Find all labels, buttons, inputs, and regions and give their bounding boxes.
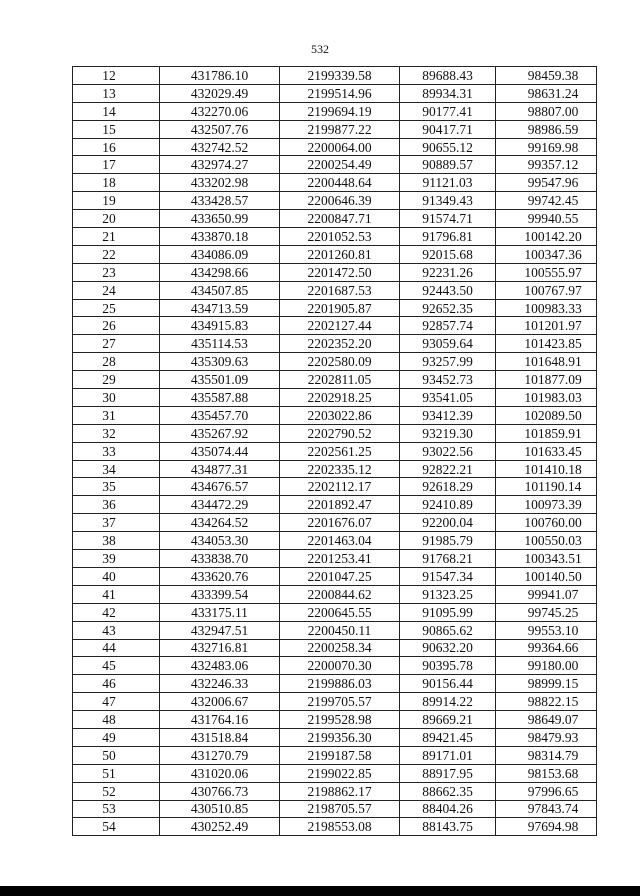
value-cell-3: 92410.89 bbox=[400, 496, 496, 514]
row-number-cell: 52 bbox=[73, 782, 160, 800]
value-cell-3: 90865.62 bbox=[400, 621, 496, 639]
table-row bbox=[73, 603, 597, 621]
value-cell-3: 89934.31 bbox=[400, 84, 496, 102]
table-row bbox=[73, 782, 597, 800]
value-cell-3: 89421.45 bbox=[400, 728, 496, 746]
row-number-cell: 44 bbox=[73, 639, 160, 657]
value-cell-3: 91121.03 bbox=[400, 174, 496, 192]
value-cell-3: 89669.21 bbox=[400, 711, 496, 729]
value-cell-1: 435074.44 bbox=[160, 442, 280, 460]
value-cell-2: 2201047.25 bbox=[280, 567, 400, 585]
value-cell-1: 434507.85 bbox=[160, 281, 280, 299]
row-number-cell: 35 bbox=[73, 478, 160, 496]
row-number-cell: 25 bbox=[73, 299, 160, 317]
value-cell-3: 91796.81 bbox=[400, 228, 496, 246]
row-number-cell: 32 bbox=[73, 424, 160, 442]
value-cell-2: 2200844.62 bbox=[280, 585, 400, 603]
value-cell-4: 100550.03 bbox=[496, 532, 597, 550]
value-cell-4: 99941.07 bbox=[496, 585, 597, 603]
value-cell-2: 2199528.98 bbox=[280, 711, 400, 729]
table-row bbox=[73, 800, 597, 818]
value-cell-1: 432974.27 bbox=[160, 156, 280, 174]
value-cell-4: 98479.93 bbox=[496, 728, 597, 746]
row-number-cell: 19 bbox=[73, 192, 160, 210]
value-cell-2: 2199886.03 bbox=[280, 675, 400, 693]
value-cell-1: 435267.92 bbox=[160, 424, 280, 442]
value-cell-2: 2201905.87 bbox=[280, 299, 400, 317]
row-number-cell: 14 bbox=[73, 102, 160, 120]
table-row bbox=[73, 299, 597, 317]
value-cell-4: 97843.74 bbox=[496, 800, 597, 818]
value-cell-2: 2199705.57 bbox=[280, 693, 400, 711]
row-number-cell: 29 bbox=[73, 371, 160, 389]
row-number-cell: 12 bbox=[73, 67, 160, 85]
table-row bbox=[73, 174, 597, 192]
value-cell-4: 98822.15 bbox=[496, 693, 597, 711]
value-cell-3: 93219.30 bbox=[400, 424, 496, 442]
row-number-cell: 50 bbox=[73, 746, 160, 764]
table-row bbox=[73, 639, 597, 657]
table-row bbox=[73, 532, 597, 550]
value-cell-2: 2200450.11 bbox=[280, 621, 400, 639]
value-cell-1: 434086.09 bbox=[160, 245, 280, 263]
value-cell-4: 100760.00 bbox=[496, 514, 597, 532]
coordinates-table bbox=[72, 66, 597, 836]
value-cell-1: 432006.67 bbox=[160, 693, 280, 711]
value-cell-1: 432716.81 bbox=[160, 639, 280, 657]
value-cell-2: 2202918.25 bbox=[280, 389, 400, 407]
value-cell-1: 435501.09 bbox=[160, 371, 280, 389]
row-number-cell: 13 bbox=[73, 84, 160, 102]
value-cell-1: 430766.73 bbox=[160, 782, 280, 800]
table-row bbox=[73, 192, 597, 210]
value-cell-4: 101859.91 bbox=[496, 424, 597, 442]
table-row bbox=[73, 138, 597, 156]
table-body bbox=[73, 67, 597, 836]
value-cell-3: 90156.44 bbox=[400, 675, 496, 693]
value-cell-4: 101423.85 bbox=[496, 335, 597, 353]
value-cell-3: 88917.95 bbox=[400, 764, 496, 782]
row-number-cell: 41 bbox=[73, 585, 160, 603]
value-cell-4: 98631.24 bbox=[496, 84, 597, 102]
value-cell-1: 434472.29 bbox=[160, 496, 280, 514]
row-number-cell: 51 bbox=[73, 764, 160, 782]
value-cell-1: 430510.85 bbox=[160, 800, 280, 818]
row-number-cell: 24 bbox=[73, 281, 160, 299]
value-cell-3: 91095.99 bbox=[400, 603, 496, 621]
value-cell-1: 432507.76 bbox=[160, 120, 280, 138]
value-cell-4: 99742.45 bbox=[496, 192, 597, 210]
value-cell-4: 101877.09 bbox=[496, 371, 597, 389]
table-row bbox=[73, 120, 597, 138]
value-cell-3: 91985.79 bbox=[400, 532, 496, 550]
value-cell-3: 90655.12 bbox=[400, 138, 496, 156]
value-cell-1: 434298.66 bbox=[160, 263, 280, 281]
table-row bbox=[73, 764, 597, 782]
value-cell-1: 432029.49 bbox=[160, 84, 280, 102]
value-cell-2: 2202127.44 bbox=[280, 317, 400, 335]
row-number-cell: 40 bbox=[73, 567, 160, 585]
row-number-cell: 48 bbox=[73, 711, 160, 729]
value-cell-1: 435114.53 bbox=[160, 335, 280, 353]
value-cell-2: 2201676.07 bbox=[280, 514, 400, 532]
value-cell-1: 431518.84 bbox=[160, 728, 280, 746]
value-cell-3: 92231.26 bbox=[400, 263, 496, 281]
value-cell-4: 99364.66 bbox=[496, 639, 597, 657]
value-cell-3: 88143.75 bbox=[400, 818, 496, 836]
value-cell-4: 100347.36 bbox=[496, 245, 597, 263]
table-row bbox=[73, 585, 597, 603]
value-cell-2: 2202561.25 bbox=[280, 442, 400, 460]
value-cell-1: 435309.63 bbox=[160, 353, 280, 371]
value-cell-4: 101633.45 bbox=[496, 442, 597, 460]
row-number-cell: 30 bbox=[73, 389, 160, 407]
value-cell-2: 2202790.52 bbox=[280, 424, 400, 442]
value-cell-2: 2198862.17 bbox=[280, 782, 400, 800]
value-cell-4: 101983.03 bbox=[496, 389, 597, 407]
row-number-cell: 46 bbox=[73, 675, 160, 693]
value-cell-4: 100983.33 bbox=[496, 299, 597, 317]
value-cell-4: 102089.50 bbox=[496, 406, 597, 424]
table-row bbox=[73, 514, 597, 532]
row-number-cell: 26 bbox=[73, 317, 160, 335]
value-cell-4: 100555.97 bbox=[496, 263, 597, 281]
table-row bbox=[73, 442, 597, 460]
value-cell-1: 433838.70 bbox=[160, 550, 280, 568]
table-row bbox=[73, 693, 597, 711]
value-cell-1: 434713.59 bbox=[160, 299, 280, 317]
value-cell-4: 100767.97 bbox=[496, 281, 597, 299]
row-number-cell: 21 bbox=[73, 228, 160, 246]
value-cell-3: 92443.50 bbox=[400, 281, 496, 299]
value-cell-2: 2202352.20 bbox=[280, 335, 400, 353]
value-cell-4: 99169.98 bbox=[496, 138, 597, 156]
row-number-cell: 43 bbox=[73, 621, 160, 639]
row-number-cell: 42 bbox=[73, 603, 160, 621]
table-row bbox=[73, 156, 597, 174]
value-cell-4: 100973.39 bbox=[496, 496, 597, 514]
value-cell-4: 98986.59 bbox=[496, 120, 597, 138]
value-cell-1: 432947.51 bbox=[160, 621, 280, 639]
value-cell-4: 101648.91 bbox=[496, 353, 597, 371]
value-cell-4: 97996.65 bbox=[496, 782, 597, 800]
value-cell-4: 98807.00 bbox=[496, 102, 597, 120]
value-cell-2: 2199514.96 bbox=[280, 84, 400, 102]
value-cell-2: 2199022.85 bbox=[280, 764, 400, 782]
table-row bbox=[73, 245, 597, 263]
value-cell-1: 434053.30 bbox=[160, 532, 280, 550]
value-cell-3: 91574.71 bbox=[400, 210, 496, 228]
value-cell-3: 93452.73 bbox=[400, 371, 496, 389]
table-row bbox=[73, 818, 597, 836]
value-cell-3: 92652.35 bbox=[400, 299, 496, 317]
table-row bbox=[73, 728, 597, 746]
table-row bbox=[73, 67, 597, 85]
table-row bbox=[73, 496, 597, 514]
value-cell-1: 432270.06 bbox=[160, 102, 280, 120]
value-cell-1: 431786.10 bbox=[160, 67, 280, 85]
value-cell-1: 434877.31 bbox=[160, 460, 280, 478]
value-cell-1: 434915.83 bbox=[160, 317, 280, 335]
row-number-cell: 23 bbox=[73, 263, 160, 281]
value-cell-1: 430252.49 bbox=[160, 818, 280, 836]
value-cell-3: 92857.74 bbox=[400, 317, 496, 335]
value-cell-4: 99547.96 bbox=[496, 174, 597, 192]
value-cell-2: 2200258.34 bbox=[280, 639, 400, 657]
value-cell-3: 93257.99 bbox=[400, 353, 496, 371]
value-cell-3: 92200.04 bbox=[400, 514, 496, 532]
row-number-cell: 18 bbox=[73, 174, 160, 192]
value-cell-4: 100343.51 bbox=[496, 550, 597, 568]
value-cell-2: 2200064.00 bbox=[280, 138, 400, 156]
row-number-cell: 15 bbox=[73, 120, 160, 138]
table-row bbox=[73, 317, 597, 335]
value-cell-2: 2199339.58 bbox=[280, 67, 400, 85]
row-number-cell: 20 bbox=[73, 210, 160, 228]
table-row bbox=[73, 102, 597, 120]
value-cell-3: 93059.64 bbox=[400, 335, 496, 353]
value-cell-3: 91349.43 bbox=[400, 192, 496, 210]
value-cell-2: 2199187.58 bbox=[280, 746, 400, 764]
value-cell-2: 2201472.50 bbox=[280, 263, 400, 281]
value-cell-3: 93022.56 bbox=[400, 442, 496, 460]
row-number-cell: 33 bbox=[73, 442, 160, 460]
value-cell-2: 2202335.12 bbox=[280, 460, 400, 478]
row-number-cell: 47 bbox=[73, 693, 160, 711]
value-cell-2: 2202811.05 bbox=[280, 371, 400, 389]
value-cell-4: 100140.50 bbox=[496, 567, 597, 585]
row-number-cell: 16 bbox=[73, 138, 160, 156]
value-cell-4: 97694.98 bbox=[496, 818, 597, 836]
value-cell-2: 2200646.39 bbox=[280, 192, 400, 210]
value-cell-2: 2201260.81 bbox=[280, 245, 400, 263]
value-cell-3: 88404.26 bbox=[400, 800, 496, 818]
table-row bbox=[73, 389, 597, 407]
value-cell-1: 433870.18 bbox=[160, 228, 280, 246]
table-row bbox=[73, 550, 597, 568]
value-cell-2: 2200448.64 bbox=[280, 174, 400, 192]
row-number-cell: 38 bbox=[73, 532, 160, 550]
value-cell-4: 98459.38 bbox=[496, 67, 597, 85]
value-cell-4: 100142.20 bbox=[496, 228, 597, 246]
table-row bbox=[73, 746, 597, 764]
value-cell-3: 89688.43 bbox=[400, 67, 496, 85]
table-row bbox=[73, 621, 597, 639]
table-row bbox=[73, 478, 597, 496]
value-cell-3: 93541.05 bbox=[400, 389, 496, 407]
row-number-cell: 54 bbox=[73, 818, 160, 836]
value-cell-2: 2202112.17 bbox=[280, 478, 400, 496]
value-cell-1: 432246.33 bbox=[160, 675, 280, 693]
value-cell-3: 89171.01 bbox=[400, 746, 496, 764]
value-cell-4: 101410.18 bbox=[496, 460, 597, 478]
row-number-cell: 53 bbox=[73, 800, 160, 818]
value-cell-3: 90889.57 bbox=[400, 156, 496, 174]
table-row bbox=[73, 228, 597, 246]
table-row bbox=[73, 424, 597, 442]
row-number-cell: 37 bbox=[73, 514, 160, 532]
value-cell-1: 433428.57 bbox=[160, 192, 280, 210]
value-cell-3: 90632.20 bbox=[400, 639, 496, 657]
value-cell-4: 98649.07 bbox=[496, 711, 597, 729]
row-number-cell: 27 bbox=[73, 335, 160, 353]
table-row bbox=[73, 371, 597, 389]
table-row bbox=[73, 460, 597, 478]
value-cell-4: 98314.79 bbox=[496, 746, 597, 764]
value-cell-3: 91547.34 bbox=[400, 567, 496, 585]
row-number-cell: 45 bbox=[73, 657, 160, 675]
value-cell-2: 2201052.53 bbox=[280, 228, 400, 246]
value-cell-2: 2199877.22 bbox=[280, 120, 400, 138]
value-cell-3: 90395.78 bbox=[400, 657, 496, 675]
row-number-cell: 28 bbox=[73, 353, 160, 371]
value-cell-4: 101201.97 bbox=[496, 317, 597, 335]
value-cell-4: 99553.10 bbox=[496, 621, 597, 639]
value-cell-1: 431270.79 bbox=[160, 746, 280, 764]
value-cell-2: 2201892.47 bbox=[280, 496, 400, 514]
value-cell-2: 2200254.49 bbox=[280, 156, 400, 174]
value-cell-3: 92015.68 bbox=[400, 245, 496, 263]
table-row bbox=[73, 210, 597, 228]
table-row bbox=[73, 711, 597, 729]
table-row bbox=[73, 281, 597, 299]
value-cell-1: 432742.52 bbox=[160, 138, 280, 156]
value-cell-2: 2199356.30 bbox=[280, 728, 400, 746]
value-cell-3: 90177.41 bbox=[400, 102, 496, 120]
value-cell-1: 435457.70 bbox=[160, 406, 280, 424]
value-cell-1: 433650.99 bbox=[160, 210, 280, 228]
value-cell-1: 433399.54 bbox=[160, 585, 280, 603]
value-cell-3: 92618.29 bbox=[400, 478, 496, 496]
value-cell-2: 2198705.57 bbox=[280, 800, 400, 818]
table-row bbox=[73, 567, 597, 585]
table-row bbox=[73, 406, 597, 424]
value-cell-4: 99180.00 bbox=[496, 657, 597, 675]
value-cell-1: 433202.98 bbox=[160, 174, 280, 192]
value-cell-3: 89914.22 bbox=[400, 693, 496, 711]
row-number-cell: 49 bbox=[73, 728, 160, 746]
table-row bbox=[73, 353, 597, 371]
value-cell-1: 433620.76 bbox=[160, 567, 280, 585]
value-cell-3: 91323.25 bbox=[400, 585, 496, 603]
value-cell-1: 431764.16 bbox=[160, 711, 280, 729]
value-cell-1: 434676.57 bbox=[160, 478, 280, 496]
value-cell-2: 2203022.86 bbox=[280, 406, 400, 424]
value-cell-1: 431020.06 bbox=[160, 764, 280, 782]
value-cell-1: 433175.11 bbox=[160, 603, 280, 621]
value-cell-4: 98153.68 bbox=[496, 764, 597, 782]
table-row bbox=[73, 263, 597, 281]
value-cell-3: 93412.39 bbox=[400, 406, 496, 424]
value-cell-2: 2200070.30 bbox=[280, 657, 400, 675]
row-number-cell: 22 bbox=[73, 245, 160, 263]
value-cell-2: 2202580.09 bbox=[280, 353, 400, 371]
value-cell-2: 2201687.53 bbox=[280, 281, 400, 299]
value-cell-1: 434264.52 bbox=[160, 514, 280, 532]
value-cell-4: 99745.25 bbox=[496, 603, 597, 621]
row-number-cell: 34 bbox=[73, 460, 160, 478]
value-cell-4: 99357.12 bbox=[496, 156, 597, 174]
value-cell-2: 2200847.71 bbox=[280, 210, 400, 228]
value-cell-2: 2198553.08 bbox=[280, 818, 400, 836]
value-cell-2: 2200645.55 bbox=[280, 603, 400, 621]
value-cell-1: 435587.88 bbox=[160, 389, 280, 407]
table-row bbox=[73, 657, 597, 675]
value-cell-3: 88662.35 bbox=[400, 782, 496, 800]
value-cell-2: 2201253.41 bbox=[280, 550, 400, 568]
row-number-cell: 36 bbox=[73, 496, 160, 514]
row-number-cell: 39 bbox=[73, 550, 160, 568]
value-cell-2: 2199694.19 bbox=[280, 102, 400, 120]
value-cell-2: 2201463.04 bbox=[280, 532, 400, 550]
value-cell-4: 101190.14 bbox=[496, 478, 597, 496]
value-cell-3: 91768.21 bbox=[400, 550, 496, 568]
value-cell-4: 98999.15 bbox=[496, 675, 597, 693]
value-cell-4: 99940.55 bbox=[496, 210, 597, 228]
value-cell-3: 92822.21 bbox=[400, 460, 496, 478]
value-cell-1: 432483.06 bbox=[160, 657, 280, 675]
table-row bbox=[73, 335, 597, 353]
value-cell-3: 90417.71 bbox=[400, 120, 496, 138]
row-number-cell: 17 bbox=[73, 156, 160, 174]
row-number-cell: 31 bbox=[73, 406, 160, 424]
page-number: 532 bbox=[311, 42, 329, 56]
table-row bbox=[73, 84, 597, 102]
table-row bbox=[73, 675, 597, 693]
